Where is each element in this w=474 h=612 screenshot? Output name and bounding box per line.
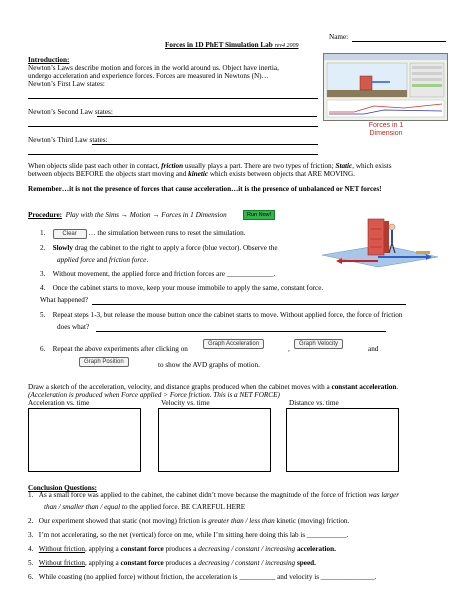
step-6: 6. Repeat the above experiments after clicking on — [40, 345, 188, 353]
q6: 6. While coasting (no applied force) without friction, the acceleration is __________ and velocity is _______________. — [28, 573, 377, 581]
q1: 1. As a small force was applied to the cabinet, the cabinet didn’t move because the magnitude of the force of friction was larger — [28, 491, 400, 499]
graph-velocity-button[interactable]: Graph Velocity — [294, 339, 343, 349]
distance-graph-label: Distance vs. time — [289, 399, 339, 407]
intro-line1: Newton’s Laws describe motion and forces in the world around us. Object have inertia, — [28, 64, 279, 72]
sim-caption-line1: Forces in 1 — [368, 122, 404, 129]
q5: 5. Without friction, applying a constant force produces a decreasing / constant / increasing speed. — [28, 559, 316, 567]
third-law-answer-line-2[interactable] — [28, 154, 318, 155]
friction-line2: between objects BEFORE the objects start moving and kinetic which exists between objects that ARE MOVING. — [28, 170, 355, 178]
force-diagram — [320, 215, 440, 277]
procedure-path: Play with the Sims → Motion → Forces in 1 Dimension — [65, 211, 227, 219]
q3: 3. I’m not accelerating, so the net (vertical) force on me, while I’m sitting here doing this lab is ___________. — [28, 531, 349, 539]
q4: 4. Without friction, applying a constant force produces a decreasing / constant / increasing acceleration. — [28, 545, 336, 553]
step-5: 5. Repeat steps 1-3, but release the mouse button once the cabinet starts to move. Without applied force, the force of friction — [40, 311, 403, 319]
step-5-cont: does what? — [57, 323, 90, 331]
intro-heading: Introduction: — [28, 56, 70, 64]
sim-caption — [356, 122, 416, 138]
velocity-graph-label: Velocity vs. time — [161, 399, 210, 407]
conclusion-heading: Conclusion Questions: — [28, 484, 97, 492]
name-field[interactable] — [352, 41, 446, 42]
graph-position-button[interactable]: Graph Position — [79, 357, 129, 367]
sim-caption-line2: Dimension — [369, 130, 403, 137]
sketch-note: (Acceleration is produced when Force applied > Force friction. This is a NET FORCE) — [28, 391, 280, 399]
step-1: 1. Clear … the simulation between runs to reset the simulation. — [40, 229, 246, 237]
step-4: 4. Once the cabinet starts to move, keep your mouse immobile to apply the same, constant force. — [40, 284, 324, 292]
third-law-label: Newton’s Third Law states: — [28, 136, 108, 144]
step-2: 2. Slowly drag the cabinet to the right to apply a force (blue vector). Observe the — [40, 244, 278, 252]
second-law-answer-line-2[interactable] — [28, 126, 318, 127]
second-law-answer-line-1[interactable] — [97, 116, 317, 117]
third-law-answer-line-1[interactable] — [92, 144, 318, 145]
step-2-cont: applied force and friction force. — [57, 256, 149, 264]
cabinet-force-image — [320, 215, 440, 277]
procedure-heading: Procedure: — [28, 211, 63, 219]
second-law-label: Newton’s Second Law states: — [28, 108, 113, 116]
name-label: Name: — [329, 33, 349, 41]
step-3: 3. Without movement, the applied force and friction forces are _____________. — [40, 270, 276, 278]
graph-acceleration-button[interactable]: Graph Acceleration — [203, 339, 264, 349]
sketch-intro: Draw a sketch of the acceleration, velocity, and distance graphs produced when the cabinet moves with a constant acceleration. — [28, 383, 399, 391]
distance-sketch-box[interactable] — [286, 408, 399, 472]
step-5-answer-line[interactable] — [96, 331, 386, 332]
clear-button[interactable]: Clear — [53, 229, 87, 239]
sim-screenshot-image — [324, 54, 447, 120]
title-note: rev4 2009 — [274, 43, 299, 49]
first-law-label: Newton’s First Law states: — [28, 80, 105, 88]
page-title: Forces in 1D PhET Simulation Lab rev4 2009 — [165, 41, 299, 49]
friction-line1: When objects slide past each other in contact, friction usually plays a part. There are two types of friction; Static, which exists — [28, 162, 392, 170]
q1-cont: than / smaller than / equal to the applied force. BE CAREFUL HERE — [44, 503, 246, 511]
what-happened-label: What happened? — [40, 296, 89, 304]
what-happened-answer-line[interactable] — [92, 304, 406, 305]
intro-line2: undergo acceleration and experience forces. Forces are measured in Newtons (N)… — [28, 72, 269, 80]
q2: 2. Our experiment showed that static (not moving) friction is greater than / less than kinetic (moving) friction. — [28, 517, 350, 525]
sim-thumbnail — [323, 53, 448, 121]
accel-graph-label: Acceleration vs. time — [28, 399, 90, 407]
run-now-button[interactable]: Run Now! — [243, 210, 275, 220]
step-6-cont: to show the AVD graphs of motion. — [158, 361, 260, 369]
and-label: and — [368, 345, 379, 353]
remember-note: Remember…it is not the presence of forces that cause acceleration…it is the presence of unbalanced or NET forces! — [28, 185, 382, 193]
first-law-answer-line[interactable] — [28, 98, 318, 99]
procedure-line — [28, 211, 227, 220]
accel-sketch-box[interactable] — [28, 408, 141, 472]
velocity-sketch-box[interactable] — [158, 408, 271, 472]
